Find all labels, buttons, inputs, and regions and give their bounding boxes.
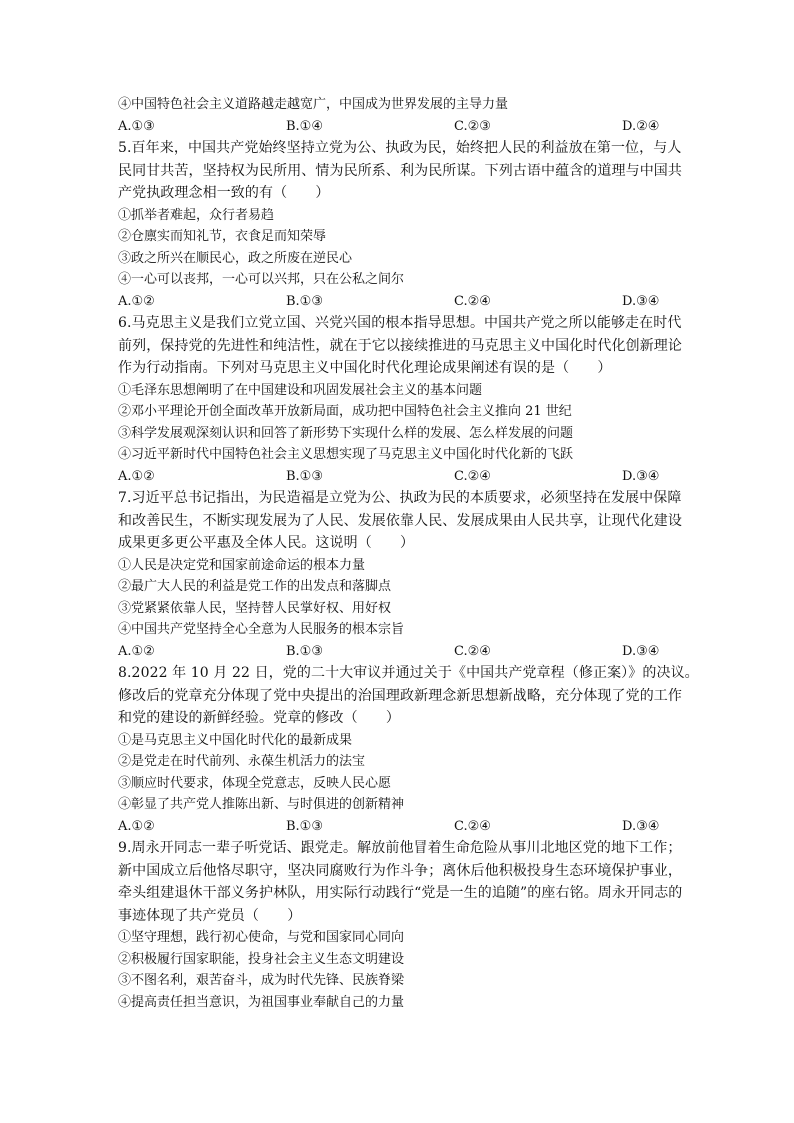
statement: ①坚守理想，践行初心使命，与党和国家同心同向 [118,930,405,945]
question-4-tail [118,94,678,137]
answer-options [118,466,678,488]
statement: ①抓举者难起，众行者易趋 [118,207,275,223]
option-a: A.①② [118,293,155,309]
question-stem-line: 民同甘共苦，坚持权为民所用、情为民所系、利为民所谋。下列古语中蕴含的道理与中国共 [118,162,682,179]
question-stem-line: 前列，保持党的先进性和纯洁性，就在于它以接续推进的马克思主义中国化时代化创新理论 [118,337,682,354]
question-7 [118,487,682,662]
question-stem-line: 事迹体现了共产党员（ ） [118,907,302,924]
statement: ③顺应时代要求，体现全党意志，反映人民心愿 [118,775,392,791]
question-stem-line: 和党的建设的新鲜经验。党章的修改（ ） [118,710,400,726]
question-stem-line: 新中国成立后他恪尽职守，坚决同腐败行为作斗争；离休后他积极投身生态环境保护事业， [118,862,682,879]
statement: ③党紧紧依靠人民，坚持替人民掌好权、用好权 [118,600,392,616]
answer-options [118,116,678,138]
option-a: A.①② [118,818,155,834]
option-b: B.①③ [286,643,323,659]
option-d: D.③④ [622,818,660,834]
option-d: D.③④ [622,293,660,309]
question-stem-line: 7.习近平总书记指出，为民造福是立党为公、执政为民的本质要求，必须坚持在发展中保障 [118,490,682,506]
question-stem-line: 和改善民生，不断实现发展为了人民、发展依靠人民、发展成果由人民共享，让现代化建设 [118,512,682,529]
option-b: B.①③ [286,468,323,484]
question-stem-line: 9.周永开同志一辈子听党话、跟党走。解放前他冒着生命危险从事川北地区党的地下工作； [118,840,682,856]
question-stem-line: 成果更多更公平惠及全体人民。这说明（ ） [118,535,415,551]
question-6 [118,312,682,487]
answer-options [118,816,678,838]
option-d: D.②④ [622,118,660,134]
option-a: A.①② [118,468,155,484]
question-stem-line: 牵头组建退休干部义务护林队，用实际行动践行“党是一生的追随”的座右铭。周永开同志的 [118,885,683,901]
option-b: B.①④ [286,118,323,134]
statement: ②是党走在时代前列、永葆生机活力的法宝 [118,754,366,769]
statement: ②仓廪实而知礼节，衣食足而知荣辱 [118,229,327,244]
option-c: C.②③ [454,118,491,134]
statement: ④一心可以丧邦，一心可以兴邦，只在公私之间尔 [118,272,405,287]
statement: ②最广大人民的利益是党工作的出发点和落脚点 [118,579,392,594]
statement: ③科学发展观深刻认识和回答了新形势下实现什么样的发展、怎么样发展的问题 [118,425,574,441]
option-c: C.②④ [454,468,491,484]
question-stem-line: 6.马克思主义是我们立党立国、兴党兴国的根本指导思想。中国共产党之所以能够走在时代 [118,315,682,331]
option-d: D.③④ [622,643,660,659]
option-c: C.②④ [454,643,491,659]
statement: ③不图名利，艰苦奋斗，成为时代先锋、民族脊梁 [118,973,405,988]
question-stem-line: 5.百年来，中国共产党始终坚持立党为公、执政为民，始终把人民的利益放在第一位，与人 [118,140,682,156]
question-stem-line: 8.2022 年 10 月 22 日，党的二十大审议并通过关于《中国共产党章程（修正案）》的决议。 [118,665,699,681]
statement: ③政之所兴在顺民心，政之所废在逆民心 [118,250,353,266]
statement: ④提高责任担当意识，为祖国事业奉献自己的力量 [118,994,405,1010]
option-a: A.①③ [118,118,155,134]
statement: ④中国特色社会主义道路越走越宽广，中国成为世界发展的主导力量 [118,97,509,112]
statement: ②积极履行国家职能，投身社会主义生态文明建设 [118,951,405,967]
statement: ②邓小平理论开创全面改革开放新局面，成功把中国特色社会主义推向 21 世纪 [118,404,572,419]
answer-options [118,641,678,663]
statement: ④彰显了共产党人推陈出新、与时俱进的创新精神 [118,797,405,812]
option-b: B.①③ [286,818,323,834]
question-9 [118,837,683,1013]
statement: ④中国共产党坚持全心全意为人民服务的根本宗旨 [118,622,405,637]
answer-options [118,291,678,313]
option-c: C.②④ [454,293,491,309]
question-stem-line: 修改后的党章充分体现了党中央提出的治国理政新理念新思想新战略，充分体现了党的工作 [118,687,682,704]
statement: ①毛泽东思想阐明了在中国建设和巩固发展社会主义的基本问题 [118,382,483,398]
statement: ①人民是决定党和国家前途命运的根本力量 [118,557,366,573]
option-a: A.①② [118,643,155,659]
statement: ④习近平新时代中国特色社会主义思想实现了马克思主义中国化时代化新的飞跃 [118,447,574,462]
question-8 [118,662,699,837]
option-b: B.①③ [286,293,323,309]
option-c: C.②④ [454,818,491,834]
exam-page [118,94,699,1013]
question-5 [118,137,682,312]
option-d: D.③④ [622,468,660,484]
statement: ①是马克思主义中国化时代化的最新成果 [118,732,353,748]
question-stem-line: 作为行动指南。下列对马克思主义中国化时代化理论成果阐述有误的是（ ） [118,360,612,376]
question-stem-line: 产党执政理念相一致的有（ ） [118,185,330,201]
